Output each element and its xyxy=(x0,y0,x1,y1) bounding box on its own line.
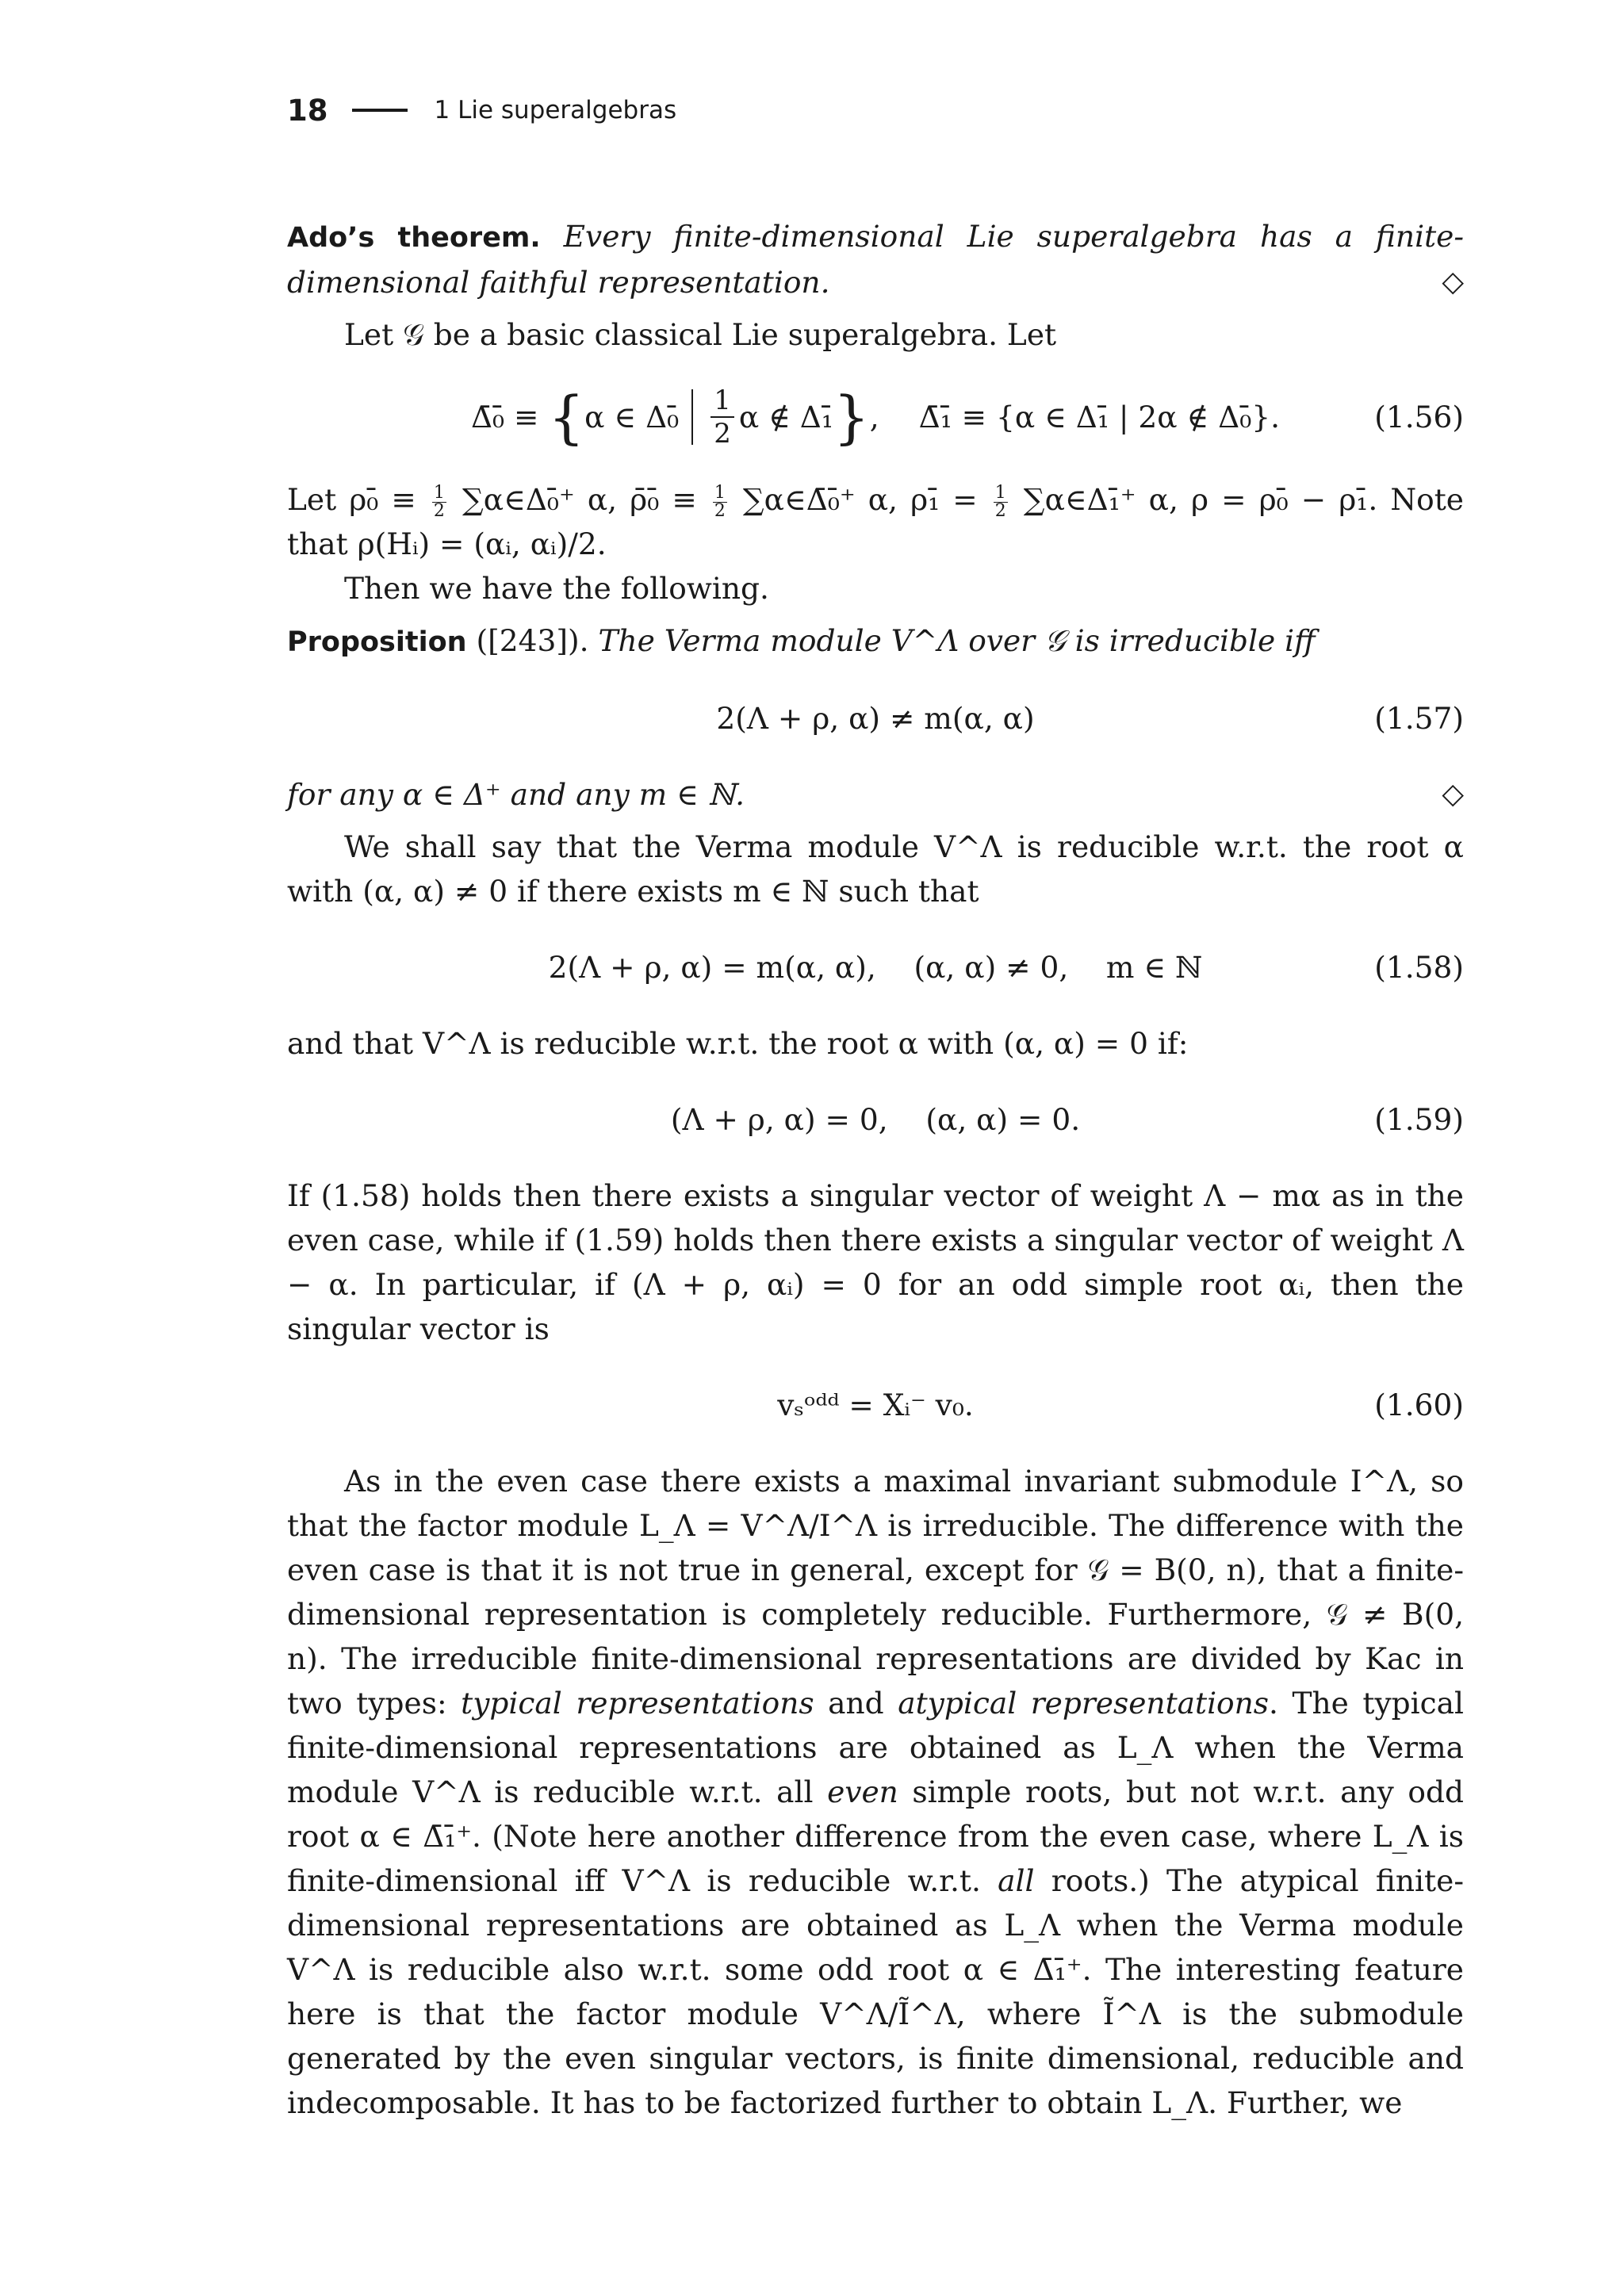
equation-number: (1.58) xyxy=(1374,950,1464,985)
paragraph: Let 𝒢 be a basic classical Lie superalgebra. Let xyxy=(344,317,1057,352)
equation-number: (1.60) xyxy=(1374,1388,1464,1422)
fraction-half: $\frac{1}{2}$ xyxy=(710,385,734,450)
ado-theorem-label: Ado’s theorem. xyxy=(287,222,541,254)
eq-body: vₛᵒᵈᵈ = Xᵢ⁻ v₀. xyxy=(777,1388,974,1422)
page-number: 18 xyxy=(287,93,328,128)
fraction-half: $\frac{1}{2}$ xyxy=(433,483,445,521)
equation-number: (1.56) xyxy=(1374,400,1464,434)
paragraph: Let ρ₀̄ ≡ $\frac{1}{2}$ ∑α∈Δ₀̄⁺ α, ρ̄₀̄ ≡ $\frac{1}{2}$ ∑α∈Δ̄₀̄⁺ α, ρ₁̄ = $\frac{1}{2}$ ∑α∈Δ₁̄⁺ α, ρ = ρ₀̄ − ρ₁̄. Note that ρ(Hᵢ) = (αᵢ, αᵢ)/2. xyxy=(287,482,1464,561)
paragraph: We shall say that the Verma module V^Λ is reducible w.r.t. the root α with (α, α) ≠ 0 if there exists m ∈ ℕ such that xyxy=(287,829,1464,909)
proposition xyxy=(287,618,1464,664)
emph-even: even xyxy=(827,1774,898,1809)
emph-atypical: atypical representations xyxy=(898,1686,1270,1721)
right-brace: } xyxy=(833,384,870,450)
eq-condition: α ∉ Δ₁̄ xyxy=(738,400,833,434)
left-brace: { xyxy=(548,384,585,450)
proposition-end: for any α ∈ Δ⁺ and any m ∈ ℕ. ◇ xyxy=(287,772,1464,817)
paragraph: If (1.58) holds then there exists a singular vector of weight Λ − mα as in the even case, while if (1.59) holds then there exists a singular vector of weight Λ − α. In particular, if (Λ + ρ, αᵢ) = 0 for an odd simple root αᵢ, then the singular vector is xyxy=(287,1178,1464,1346)
proposition-text: The Verma module V^Λ over 𝒢 is irreducible iff xyxy=(598,623,1316,658)
paragraph: As in the even case there exists a maximal invariant submodule I^Λ, so that the factor module L_Λ = V^Λ/I^Λ is irreducible. The difference with the even case is that it is not true in general, except for 𝒢 = B(0, n), that a finite-dimensional representation is completely reducible. Furthermore, 𝒢 ≠ B(0, n). The irreducible finite-dimensional representations are divided by Kac in two types: typical representations and atypical representations. The typical finite-dimensional representations are obtained as L_Λ when the Verma module V^Λ is reducible w.r.t. all even simple roots, but not w.r.t. any odd root α ∈ Δ̄₁̄⁺. (Note here another difference from the even case, where L_Λ is finite-dimensional iff V^Λ is reducible w.r.t. all roots.) The atypical finite-dimensional representations are obtained as L_Λ when the Verma module V^Λ is reducible also w.r.t. some odd root α ∈ Δ̄₁̄⁺. The interesting feature here is that the factor module V^Λ/Ĩ^Λ, where Ĩ^Λ is the submodule generated by the even singular vectors, is finite dimensional, reducible and indecomposable. It has to be factorized further to obtain L_Λ. Further, we xyxy=(287,1464,1465,2120)
eq-body: 2(Λ + ρ, α) = m(α, α), (α, α) ≠ 0, m ∈ ℕ xyxy=(548,950,1203,985)
eq-lhs: Δ̄₀̄ ≡ xyxy=(470,400,539,434)
running-header xyxy=(287,90,676,130)
equation-1-60 xyxy=(287,1373,1464,1437)
equation-number: (1.57) xyxy=(1374,701,1464,736)
eq-set-element: α ∈ Δ₀̄ xyxy=(584,400,680,434)
running-title: 1 Lie superalgebras xyxy=(434,96,677,124)
ado-theorem-text: Every finite-dimensional Lie superalgebra has a finite-dimensional faithful representation. xyxy=(287,219,1465,300)
emph-typical: typical representations xyxy=(461,1686,814,1721)
end-of-statement-mark: ◇ xyxy=(1442,778,1464,810)
paragraph: and that V^Λ is reducible w.r.t. the root α with (α, α) = 0 if: xyxy=(287,1026,1189,1061)
eq-body: 2(Λ + ρ, α) ≠ m(α, α) xyxy=(716,701,1035,736)
equation-number: (1.59) xyxy=(1374,1102,1464,1137)
equation-1-59 xyxy=(287,1088,1464,1151)
paragraph: Then we have the following. xyxy=(344,571,769,606)
fraction-half: $\frac{1}{2}$ xyxy=(994,483,1006,521)
eq-rhs: Δ̄₁̄ ≡ {α ∈ Δ₁̄ | 2α ∉ Δ₀̄}. xyxy=(918,400,1281,434)
ado-theorem xyxy=(287,214,1464,304)
end-of-statement-mark: ◇ xyxy=(1442,266,1464,298)
proposition-label: Proposition xyxy=(287,626,467,658)
equation-1-57 xyxy=(287,687,1464,750)
fraction-half: $\frac{1}{2}$ xyxy=(714,483,726,521)
eq-body: (Λ + ρ, α) = 0, (α, α) = 0. xyxy=(670,1102,1081,1137)
set-bar xyxy=(691,389,693,445)
equation-1-58 xyxy=(287,936,1464,999)
header-rule xyxy=(352,109,408,112)
proposition-citation: ([243]). xyxy=(476,623,589,658)
emph-all: all xyxy=(998,1863,1035,1898)
equation-1-56: Δ̄₀̄ ≡ { α ∈ Δ₀̄ $\frac{1}{2}$ α ∉ Δ₁̄ } , Δ̄₁̄ ≡ {α ∈ Δ₁̄ | 2α ∉ Δ₀̄}. (1.56) xyxy=(470,384,1464,450)
page-body xyxy=(287,214,1464,2125)
